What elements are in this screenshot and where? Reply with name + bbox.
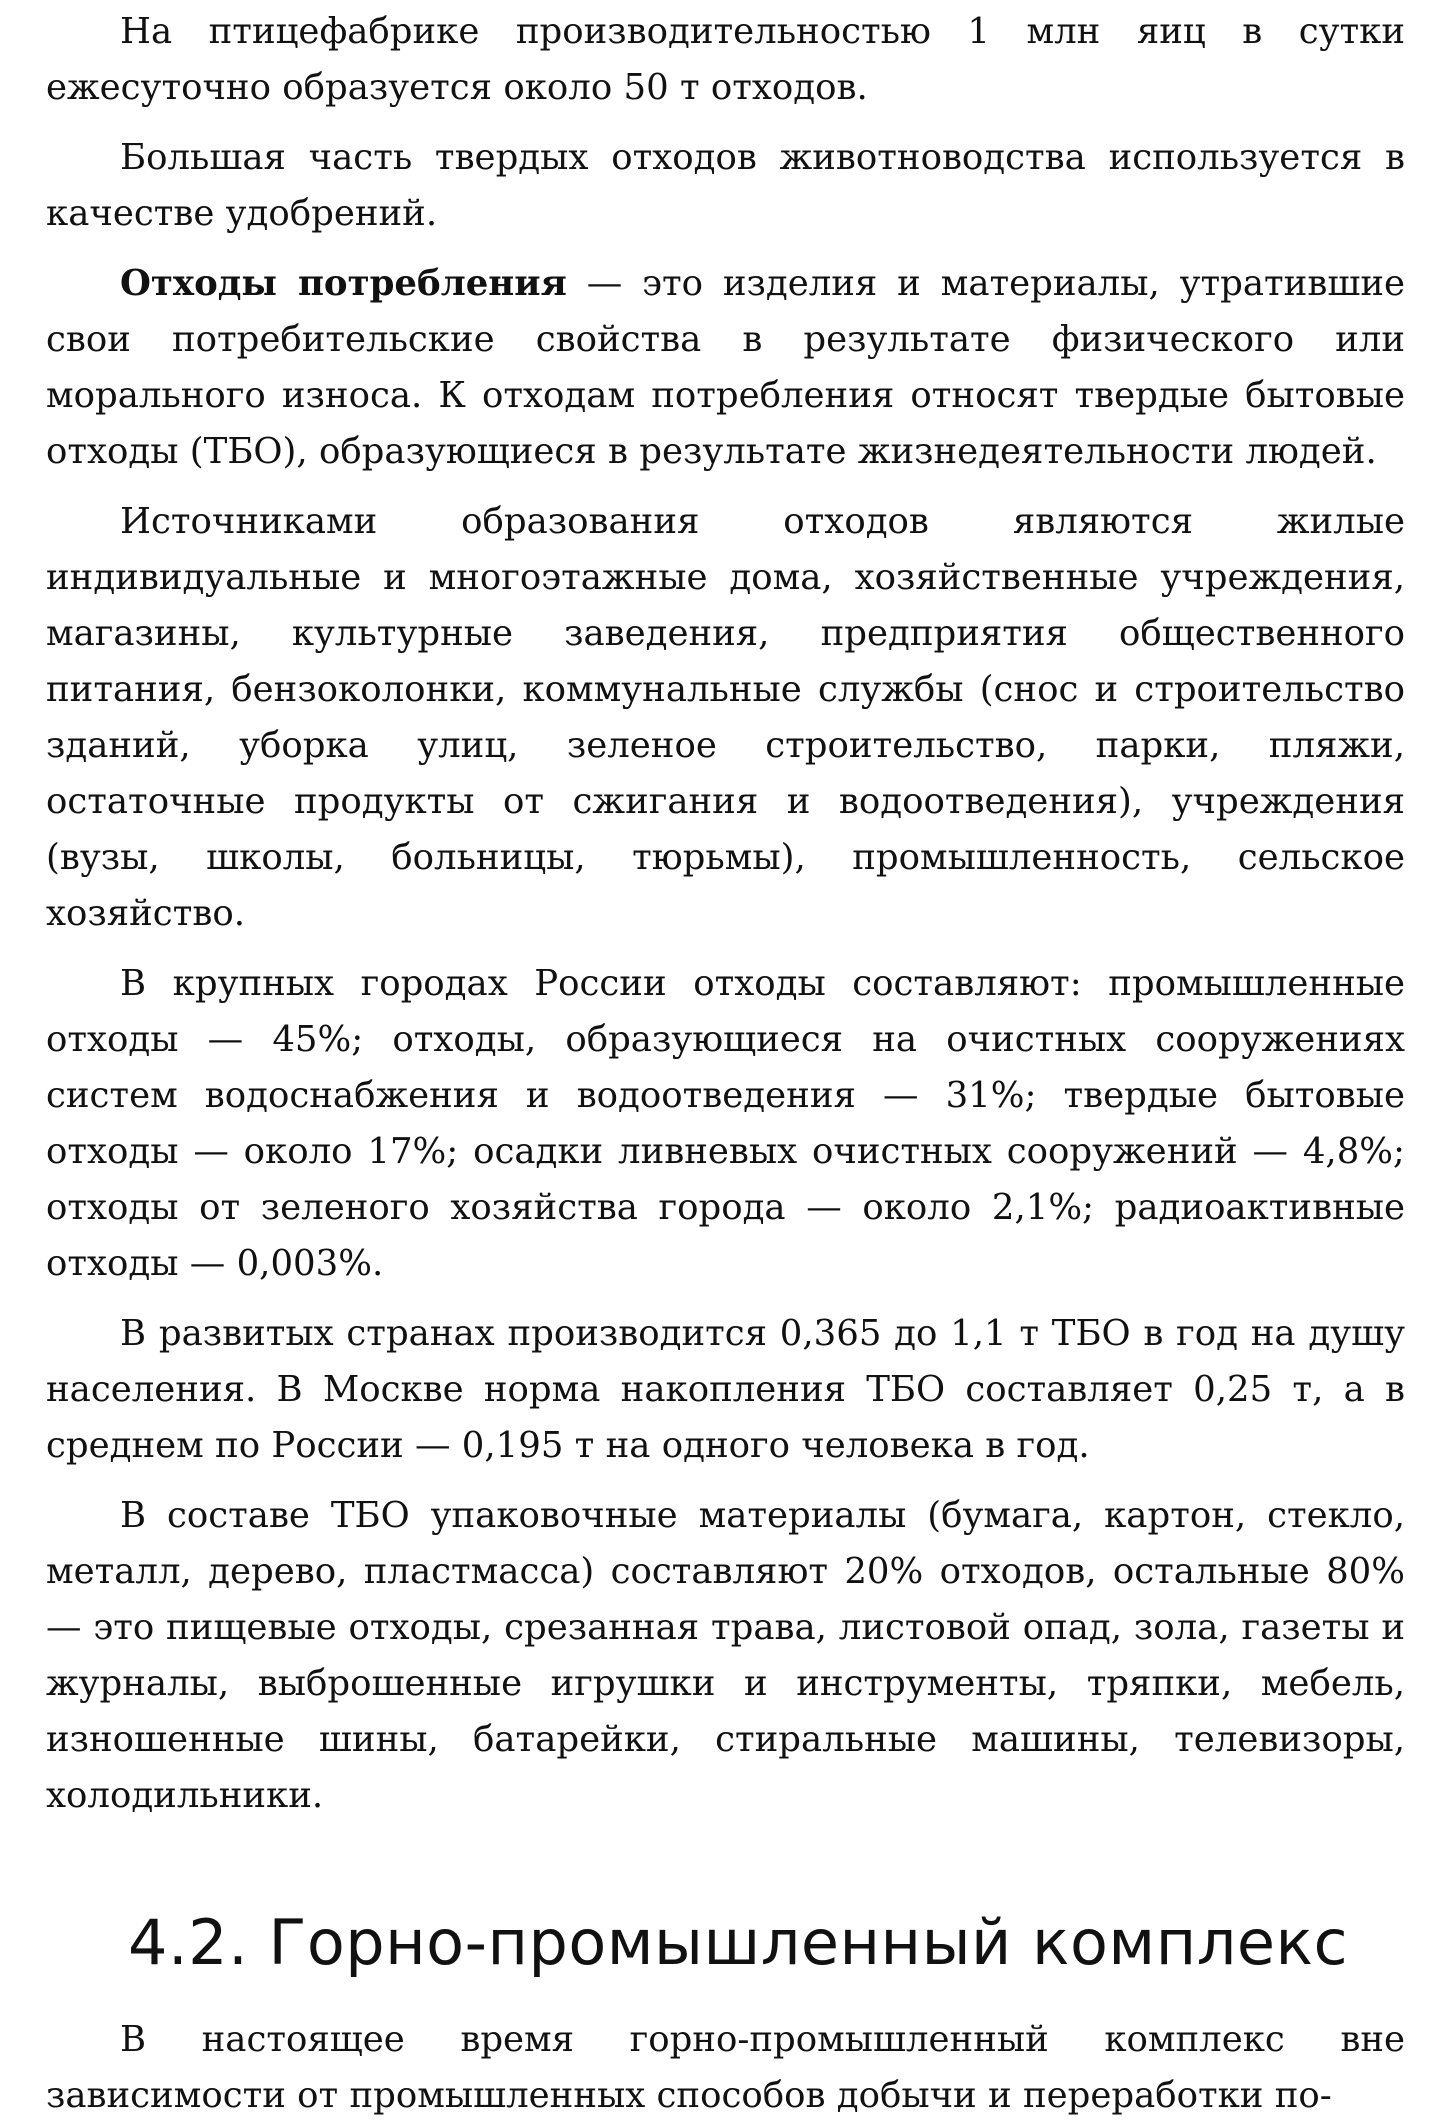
paragraph-poultry: На птицефабрике производительностью 1 млн яиц в сутки ежесуточно образуется около 50 т отходов. — [46, 11, 1405, 108]
paragraph-consumption-waste-text: — это изделия и материалы, утратившие свои потребительские свойства в результате физического или морального износа. К отходам потребления относят твердые бытовые отходы (ТБО), образующиеся в результате жизнедеятельности людей. — [46, 263, 1406, 472]
paragraph-waste-sources: Источниками образования отходов являются жилые индивидуальные и многоэтажные дома, хозяйственные учреждения, магазины, культурные заведения, предприятия общественного питания, бензоколонки, коммунальные службы (снос и строительство зданий, уборка улиц, зеленое строительство, парки, пляжи, остаточные продукты от сжигания и водоотведения), учреждения (вузы, школы, больницы, тюрьмы), промышленность, сельское хозяйство. — [46, 501, 1405, 934]
paragraph-msw-composition: В составе ТБО упаковочные материалы (бумага, картон, стекло, металл, дерево, пластмасса) составляют 20% отходов, остальные 80% — это пищевые отходы, срезанная трава, листовой опад, зола, газеты и журналы, выброшенные игрушки и инструменты, тряпки, мебель, изношенные шины, батарейки, стиральные машины, телевизоры, холодильники. — [46, 1495, 1405, 1816]
term-consumption-waste: Отходы потребления — [120, 263, 567, 304]
paragraph-consumption-waste — [46, 256, 1405, 480]
paragraph-city-waste-shares: В крупных городах России отходы составляют: промышленные отходы — 45%; отходы, образующиеся на очистных сооружениях систем водоснабжения и водоотведения — 31%; твердые бытовые отходы — около 17%; осадки ливневых очистных сооружений — 4,8%; отходы от зеленого хозяйства города — около 2,1%; радиоактивные отходы — 0,003%. — [46, 963, 1405, 1284]
paragraph-mining-complex: В настоящее время горно-промышленный комплекс вне зависимости от промышленных способов добычи и переработки по- — [46, 2019, 1405, 2116]
section-heading: 4.2. Горно-промышленный комплекс — [128, 1906, 1349, 1979]
paragraph-livestock-waste: Большая часть твердых отходов животноводства используется в качестве удобрений. — [46, 137, 1405, 234]
paragraph-msw-per-capita: В развитых странах производится 0,365 до 1,1 т ТБО в год на душу населения. В Москве норма накопления ТБО составляет 0,25 т, а в среднем по России — 0,195 т на одного человека в год. — [46, 1313, 1405, 1466]
